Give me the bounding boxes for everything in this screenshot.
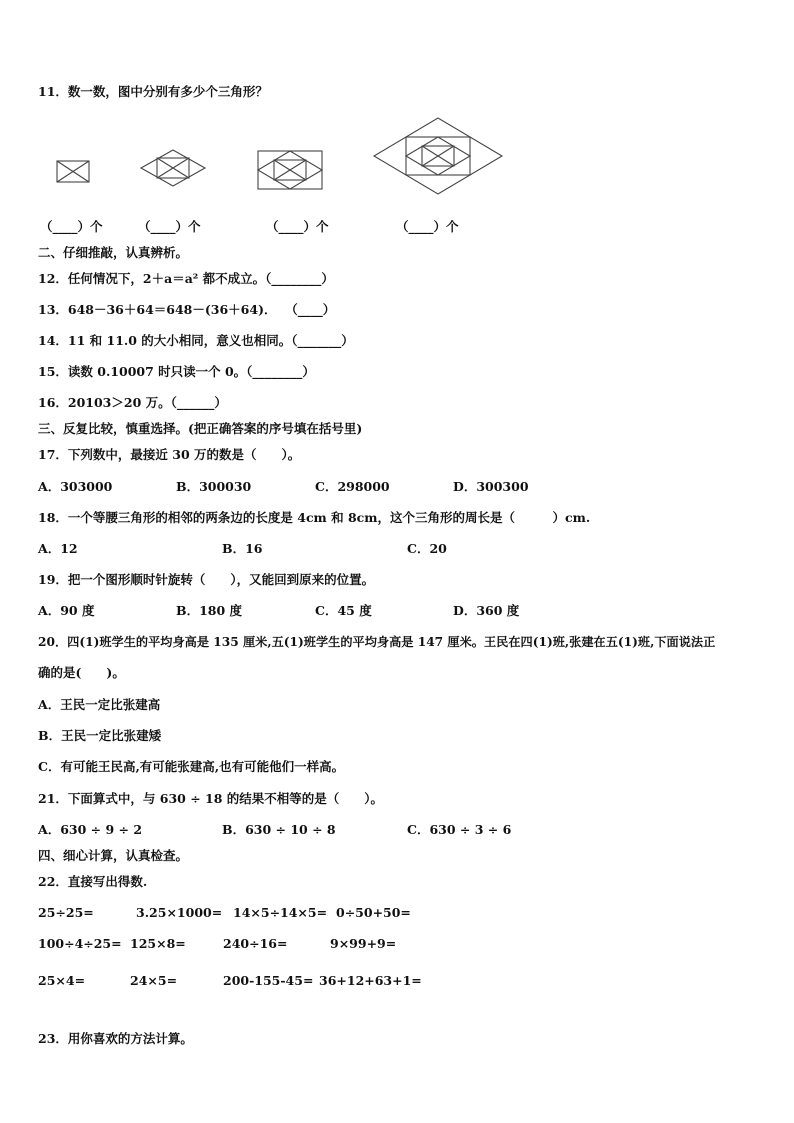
q19-stem: 19．把一个图形顺时针旋转（ ），又能回到原来的位置。 [38,572,375,587]
q22-item: 125×8= [130,936,186,951]
q17-option-b[interactable]: B．300030 [176,479,252,494]
q18-stem: 18．一个等腰三角形的相邻的两条边的长度是 4cm 和 8cm，这个三角形的周长是（ ）cm. [38,510,591,525]
q11-blank-2[interactable]: （____）个 [138,219,201,234]
q17-option-d[interactable]: D．300300 [453,479,529,494]
q22-item: 3.25×1000= [136,905,223,920]
q11-title: 11．数一数，图中分别有多少个三角形？ [38,84,268,99]
q22-item: 25÷25= [38,905,94,920]
q22-item: 240÷16= [223,936,288,951]
q17-option-a[interactable]: A．303000 [38,479,113,494]
q18-option-a[interactable]: A．12 [38,541,78,556]
q19-option-a[interactable]: A．90 度 [38,603,95,618]
q17-option-c[interactable]: C．298000 [315,479,390,494]
q17-stem: 17．下列数中，最接近 30 万的数是（ ）。 [38,447,301,462]
q22-item: 14×5÷14×5= [233,905,328,920]
section-4-heading: 四、细心计算，认真检查。 [38,848,189,863]
q11-blank-3[interactable]: （____）个 [266,219,329,234]
q11-blank-1[interactable]: （____）个 [40,219,103,234]
q20-stem-line-1: 20．四(1)班学生的平均身高是 135 厘米,五(1)班学生的平均身高是 147 厘米。王民在四(1)班,张建在五(1)班,下面说法正 [38,635,716,649]
q22-item: 36+12+63+1= [319,973,422,988]
q22-item: 24×5= [130,973,178,988]
section-2-heading: 二、仔细推敲，认真辨析。 [38,245,189,260]
q22-item: 200-155-45= [223,973,314,988]
q11-blank-4[interactable]: （____）个 [396,219,459,234]
figure-1-rectangle-triangles [56,160,90,184]
q19-option-c[interactable]: C．45 度 [315,603,372,618]
figure-4-nested-rhombus-triangles [372,116,504,200]
figure-3-rectangle-rhombus-triangles [256,148,324,192]
q22-item: 0÷50+50= [336,905,411,920]
q22-item: 25×4= [38,973,86,988]
q12-text: 12．任何情况下，2＋a＝a² 都不成立。（________） [38,271,334,286]
q18-option-c[interactable]: C．20 [407,541,447,556]
q23-text: 23．用你喜欢的方法计算。 [38,1031,193,1046]
q20-stem-line-2: 确的是( )。 [38,665,125,680]
q21-option-b[interactable]: B．630 ÷ 10 ÷ 8 [222,822,336,837]
q21-option-a[interactable]: A．630 ÷ 9 ÷ 2 [38,822,143,837]
q22-stem: 22．直接写出得数. [38,874,148,889]
q13-text: 13．648－36＋64＝648－(36＋64)． （____） [38,302,336,317]
q19-option-d[interactable]: D．360 度 [453,603,520,618]
q21-stem: 21．下面算式中，与 630 ÷ 18 的结果不相等的是（ ）。 [38,791,384,806]
q21-option-c[interactable]: C．630 ÷ 3 ÷ 6 [407,822,512,837]
q18-option-b[interactable]: B．16 [222,541,263,556]
q20-option-b[interactable]: B．王民一定比张建矮 [38,728,162,743]
q20-option-a[interactable]: A．王民一定比张建高 [38,697,161,712]
q20-option-c[interactable]: C．有可能王民高,有可能张建高,也有可能他们一样高。 [38,759,345,774]
q15-text: 15．读数 0.10007 时只读一个 0。（________） [38,364,315,379]
q16-text: 16．20103＞20 万。（______） [38,395,227,410]
q14-text: 14．11 和 11.0 的大小相同，意义也相同。（_______） [38,333,354,348]
q22-item: 9×99+9= [330,936,397,951]
figure-2-rhombus-triangles [139,148,207,188]
q19-option-b[interactable]: B．180 度 [176,603,243,618]
section-3-heading: 三、反复比较，慎重选择。(把正确答案的序号填在括号里) [38,421,363,436]
q22-item: 100÷4÷25= [38,936,122,951]
